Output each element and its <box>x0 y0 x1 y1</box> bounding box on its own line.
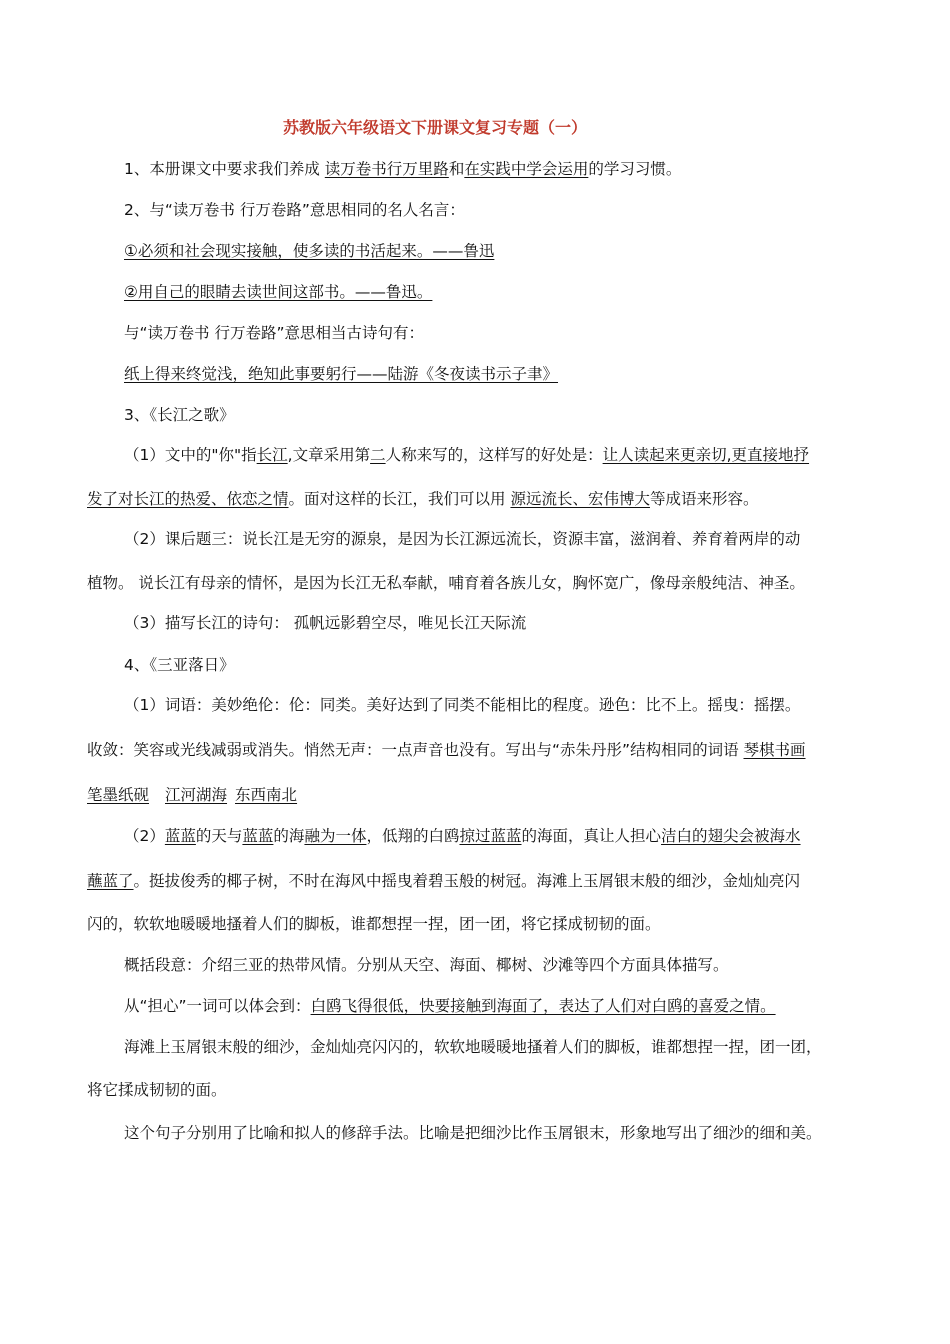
quote-lu-xun-2: ②用自己的眼睛去读世间这部书。——鲁迅。 <box>124 283 433 301</box>
poem-heading: 与“读万卷书 行万卷路”意思相当古诗句有： <box>124 324 424 342</box>
rhetoric-analysis: 这个句子分别用了比喻和拟人的修辞手法。比喻是把细沙比作玉屑银末，形象地写出了细沙的细和美。 <box>124 1124 822 1142</box>
item-1-reading-habits: 1、本册课文中要求我们养成 读万卷书行万里路和在实践中学会运用的学习习惯。 <box>124 160 682 178</box>
s4-q2-line1: （2）蓝蓝的天与蓝蓝的海融为一体，低翔的白鸥掠过蓝蓝的海面，真让人担心洁白的翅尖会被海水 <box>124 827 801 845</box>
answer-practice: 在实践中学会运用 <box>464 160 589 178</box>
s3-q2-line2: 植物。 说长江有母亲的情怀，是因为长江无私奉献，哺育着各族儿女，胸怀宽广，像母亲般纯洁、神圣。 <box>87 574 805 592</box>
s3-q1-line2: 发了对长江的热爱、依恋之情。面对这样的长江，我们可以用 源远流长、宏伟博大等成语来形容。 <box>87 490 759 508</box>
s3-q3: （3）描写长江的诗句： 孤帆远影碧空尽，唯见长江天际流 <box>124 614 527 632</box>
s3-q1-line1: （1）文中的"你"指长江,文章采用第二人称来写的，这样写的好处是：让人读起来更亲切,更直接地抒 <box>124 446 810 464</box>
danxin-analysis: 从“担心”一词可以体会到：白鸥飞得很低，快要接触到海面了，表达了人们对白鸥的喜爱之情。 <box>124 997 776 1015</box>
quote-lu-xun-1: ①必须和社会现实接触，使多读的书活起来。——鲁迅 <box>124 242 495 260</box>
s4-q1-line3: 笔墨纸砚 江河湖海 东西南北 <box>87 786 298 804</box>
s4-q2-line3: 闪的，软软地暖暖地搔着人们的脚板，谁都想捏一捏，团一团，将它揉成韧韧的面。 <box>87 915 661 933</box>
beach-sentence-line2: 将它揉成韧韧的面。 <box>87 1081 227 1099</box>
item-2-heading: 2、与“读万卷书 行万卷路”意思相同的名人名言： <box>124 201 465 219</box>
s3-q2-line1: （2）课后题三：说长江是无穷的源泉，是因为长江源远流长，资源丰富，滋润着、养育着两岸的动 <box>124 530 801 548</box>
section-3-heading: 3、《长江之歌》 <box>124 406 235 424</box>
s4-q1-line2: 收敛：笑容或光线减弱或消失。悄然无声：一点声音也没有。写出与“赤朱丹彤”结构相同的词语 琴棋书画 <box>87 741 806 759</box>
paragraph-summary: 概括段意：介绍三亚的热带风情。分别从天空、海面、椰树、沙滩等四个方面具体描写。 <box>124 956 729 974</box>
document-title: 苏教版六年级语文下册课文复习专题（一） <box>282 118 587 137</box>
poem-lu-you: 纸上得来终觉浅，绝知此事要躬行——陆游《冬夜读书示子聿》 <box>124 365 559 383</box>
beach-sentence-line1: 海滩上玉屑银末般的细沙，金灿灿亮闪闪的，软软地暖暖地搔着人们的脚板，谁都想捏一捏，团一团， <box>124 1038 822 1056</box>
s4-q2-line2: 蘸蓝了。挺拔俊秀的椰子树，不时在海风中摇曳着碧玉般的树冠。海滩上玉屑银末般的细沙，金灿灿亮闪 <box>87 872 801 890</box>
s4-q1-line1: （1）词语：美妙绝伦：伦：同类。美好达到了同类不能相比的程度。逊色：比不上。摇曳：摇摆。 <box>124 696 801 714</box>
section-4-heading: 4、《三亚落日》 <box>124 656 235 674</box>
answer-read-travel: 读万卷书行万里路 <box>324 160 449 178</box>
